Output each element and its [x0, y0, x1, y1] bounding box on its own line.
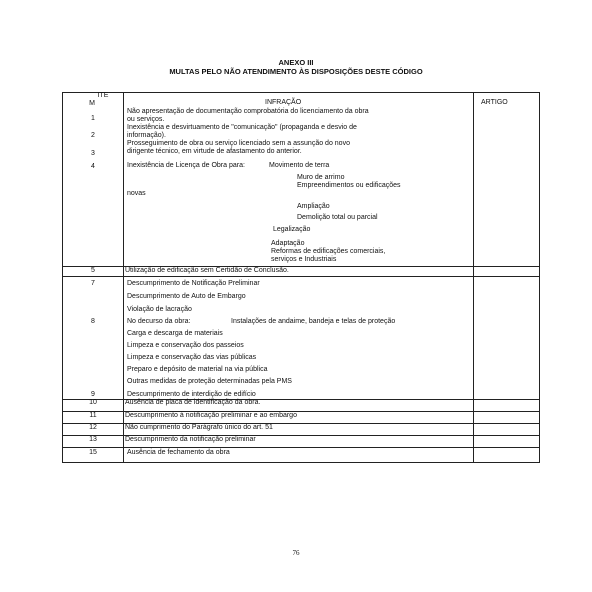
infraction-text: Instalações de andaime, bandeja e telas de proteção	[231, 318, 396, 325]
row-divider	[63, 447, 539, 448]
infraction-text: Descumprimento de Auto de Embargo	[127, 293, 246, 300]
item-number: 5	[91, 267, 95, 274]
license-subitem: Adaptação	[271, 240, 305, 247]
item-number: 3	[91, 150, 95, 157]
column-divider	[473, 93, 474, 462]
fines-table	[62, 92, 540, 463]
item-number: 7	[91, 280, 95, 287]
infraction-text: Ausência de fechamento da obra	[127, 449, 230, 456]
infraction-text: Preparo e depósito de material na via pública	[127, 366, 268, 373]
infraction-text: Descumprimento de Notificação Preliminar	[127, 280, 260, 287]
license-subitem: Demolição total ou parcial	[297, 214, 378, 221]
item-number: 15	[89, 449, 97, 456]
item-number: 8	[91, 318, 95, 325]
annex-title: ANEXO III	[278, 58, 314, 67]
article-header: ARTIGO	[481, 99, 508, 106]
license-subitem: Ampliação	[297, 203, 330, 210]
infraction-text: Utilização de edificação sem Certidão de Conclusão.	[125, 267, 289, 274]
infraction-text: Carga e descarga de materiais	[127, 330, 223, 337]
item-header-bottom: M	[89, 100, 95, 107]
license-subitem: novas	[127, 190, 146, 197]
license-subitem: Muro de arrimo	[297, 174, 345, 181]
column-divider	[123, 93, 124, 462]
infraction-text: Não cumprimento do Parágrafo único do art. 51	[125, 424, 273, 431]
item-number: 1	[91, 115, 95, 122]
infraction-text: dirigente técnico, em virtude de afastamento do anterior.	[127, 148, 302, 155]
license-subitem: Empreendimentos ou edificações	[297, 182, 401, 189]
infraction-text: Limpeza e conservação das vias públicas	[127, 354, 257, 361]
infraction-text: Não apresentação de documentação comprobatória do licenciamento da obra	[127, 108, 369, 115]
item-number: 4	[91, 163, 95, 170]
infraction-text: Violação de lacração	[127, 306, 192, 313]
item-number: 2	[91, 132, 95, 139]
item-number: 11	[89, 412, 97, 419]
page-number: 76	[292, 549, 300, 557]
license-subitem: Legalização	[273, 226, 311, 233]
license-subitem: Movimento de terra	[269, 162, 330, 169]
infraction-text: Descumprimento à notificação preliminar e ao embargo	[125, 412, 297, 419]
annex-subtitle: MULTAS PELO NÃO ATENDIMENTO ÀS DISPOSIÇÕES DESTE CÓDIGO	[169, 67, 423, 76]
infraction-text: Descumprimento de interdição de edifício	[127, 391, 256, 398]
item-number: 12	[89, 424, 97, 431]
infraction-text: Inexistência e desvirtuamento de "comunicação" (propaganda e desvio de	[127, 124, 357, 131]
infraction-text: informação).	[127, 132, 166, 139]
item-number: 10	[89, 399, 97, 406]
license-subitem: Reformas de edificações comerciais,	[271, 248, 386, 255]
infraction-text: No decurso da obra:	[127, 318, 191, 325]
license-subitem: serviços e Industriais	[271, 256, 337, 263]
row-divider	[63, 276, 539, 277]
infraction-text: Prosseguimento de obra ou serviço licenciado sem a assunção do novo	[127, 140, 350, 147]
infraction-text: Descumprimento da notificação preliminar	[125, 436, 256, 443]
infraction-header: INFRAÇÃO	[265, 99, 302, 106]
item-header-top: ITE	[97, 92, 109, 99]
infraction-text: ou serviços.	[127, 116, 165, 123]
infraction-text: Inexistência de Licença de Obra para:	[127, 162, 245, 169]
infraction-text: Outras medidas de proteção determinadas pela PMS	[127, 378, 292, 385]
infraction-text: Ausência de placa de identificação da obra.	[125, 399, 261, 406]
item-number: 9	[91, 391, 95, 398]
item-number: 13	[89, 436, 97, 443]
infraction-text: Limpeza e conservação dos passeios	[127, 342, 244, 349]
